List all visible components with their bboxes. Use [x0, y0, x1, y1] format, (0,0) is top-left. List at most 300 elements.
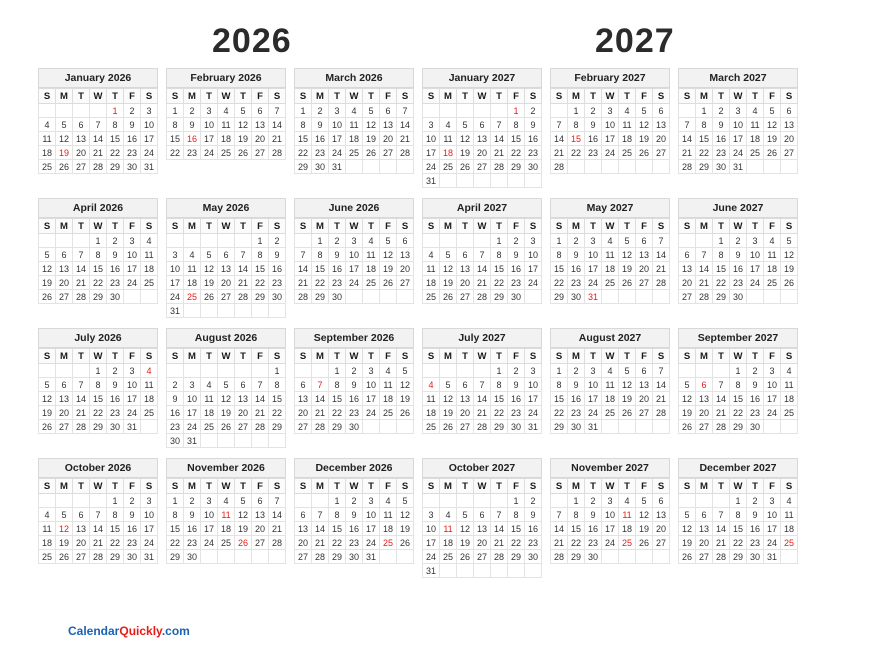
weekday-header-cell: S [141, 349, 158, 364]
day-cell: 14 [551, 132, 568, 146]
day-cell: 12 [619, 378, 636, 392]
month-block [34, 458, 162, 578]
day-cell-holiday: 26 [235, 536, 252, 550]
day-cell: 3 [602, 494, 619, 508]
month-calendar-table [422, 218, 542, 304]
day-cell: 22 [167, 146, 184, 160]
week-row [167, 392, 286, 406]
week-row [295, 522, 414, 536]
day-cell: 11 [764, 248, 781, 262]
day-cell: 5 [235, 104, 252, 118]
day-cell: 9 [508, 248, 525, 262]
day-cell: 6 [781, 104, 798, 118]
day-cell: 12 [636, 508, 653, 522]
week-row [679, 118, 798, 132]
day-cell-empty [235, 304, 252, 318]
day-cell: 10 [764, 508, 781, 522]
day-cell: 25 [141, 276, 158, 290]
weekday-header-row [39, 479, 158, 494]
weekday-header-cell: T [713, 219, 730, 234]
day-cell: 28 [90, 160, 107, 174]
day-cell: 13 [636, 378, 653, 392]
weekday-header-cell: F [764, 349, 781, 364]
day-cell-empty [474, 234, 491, 248]
day-cell: 12 [380, 248, 397, 262]
weekday-header-cell: S [551, 349, 568, 364]
day-cell: 30 [508, 290, 525, 304]
day-cell: 25 [380, 406, 397, 420]
day-cell: 13 [295, 522, 312, 536]
day-cell: 23 [730, 276, 747, 290]
day-cell: 4 [363, 234, 380, 248]
month-block [418, 68, 546, 188]
day-cell: 12 [781, 248, 798, 262]
day-cell: 6 [457, 378, 474, 392]
day-cell: 10 [747, 248, 764, 262]
day-cell: 9 [568, 378, 585, 392]
weekday-header-cell: S [653, 479, 670, 494]
month-title: July 2027 [422, 328, 542, 348]
day-cell: 21 [295, 276, 312, 290]
day-cell: 12 [39, 392, 56, 406]
month-block [162, 458, 290, 578]
weekday-header-cell: S [525, 349, 542, 364]
day-cell: 5 [781, 234, 798, 248]
day-cell: 9 [585, 508, 602, 522]
weekday-header-cell: M [312, 89, 329, 104]
day-cell: 29 [312, 290, 329, 304]
day-cell-holiday: 16 [184, 132, 201, 146]
day-cell: 29 [713, 290, 730, 304]
day-cell: 3 [167, 248, 184, 262]
weekday-header-cell: S [39, 479, 56, 494]
day-cell: 1 [551, 364, 568, 378]
weekday-header-cell: T [363, 349, 380, 364]
day-cell: 13 [696, 392, 713, 406]
day-cell: 26 [636, 146, 653, 160]
month-block [418, 198, 546, 318]
day-cell: 21 [474, 406, 491, 420]
day-cell-empty [679, 234, 696, 248]
day-cell: 29 [730, 420, 747, 434]
week-row [423, 290, 542, 304]
day-cell: 15 [713, 262, 730, 276]
week-row [423, 494, 542, 508]
day-cell: 22 [90, 406, 107, 420]
day-cell: 21 [269, 132, 286, 146]
day-cell: 27 [653, 146, 670, 160]
day-cell: 19 [56, 536, 73, 550]
day-cell: 17 [124, 392, 141, 406]
day-cell: 1 [295, 104, 312, 118]
day-cell: 19 [218, 406, 235, 420]
week-row [551, 160, 670, 174]
day-cell: 25 [747, 146, 764, 160]
month-title: May 2027 [550, 198, 670, 218]
day-cell-empty [764, 290, 781, 304]
month-title: September 2026 [294, 328, 414, 348]
day-cell-empty [39, 494, 56, 508]
day-cell: 26 [397, 406, 414, 420]
day-cell-empty [363, 160, 380, 174]
day-cell: 21 [73, 406, 90, 420]
day-cell: 16 [585, 132, 602, 146]
day-cell: 13 [457, 392, 474, 406]
weekday-header-row [423, 219, 542, 234]
weekday-header-cell: T [457, 89, 474, 104]
week-row [295, 392, 414, 406]
day-cell: 25 [781, 406, 798, 420]
day-cell: 27 [653, 536, 670, 550]
weekday-header-cell: T [747, 349, 764, 364]
day-cell: 8 [295, 118, 312, 132]
weekday-header-cell: T [363, 219, 380, 234]
day-cell-empty [508, 564, 525, 578]
day-cell: 28 [312, 550, 329, 564]
day-cell: 6 [457, 248, 474, 262]
day-cell: 5 [679, 378, 696, 392]
day-cell-empty [39, 104, 56, 118]
month-title: March 2026 [294, 68, 414, 88]
day-cell: 22 [329, 406, 346, 420]
week-row [167, 118, 286, 132]
month-calendar-table [38, 218, 158, 304]
day-cell: 28 [713, 550, 730, 564]
day-cell: 19 [457, 536, 474, 550]
day-cell: 15 [167, 132, 184, 146]
week-row [39, 406, 158, 420]
day-cell: 18 [602, 392, 619, 406]
day-cell: 23 [346, 406, 363, 420]
week-row [423, 174, 542, 188]
day-cell: 16 [107, 392, 124, 406]
day-cell-empty [397, 420, 414, 434]
day-cell: 2 [585, 104, 602, 118]
day-cell: 2 [184, 494, 201, 508]
day-cell: 29 [295, 160, 312, 174]
day-cell-empty [525, 564, 542, 578]
day-cell: 30 [269, 290, 286, 304]
day-cell: 1 [90, 364, 107, 378]
weekday-header-row [679, 349, 798, 364]
day-cell-empty [619, 160, 636, 174]
day-cell: 24 [525, 406, 542, 420]
day-cell: 6 [295, 508, 312, 522]
weekday-header-cell: F [124, 219, 141, 234]
day-cell: 6 [653, 104, 670, 118]
day-cell: 22 [312, 276, 329, 290]
day-cell: 4 [346, 104, 363, 118]
day-cell: 31 [124, 420, 141, 434]
day-cell-empty [713, 494, 730, 508]
day-cell: 23 [346, 536, 363, 550]
day-cell: 26 [636, 536, 653, 550]
day-cell: 8 [508, 508, 525, 522]
day-cell: 3 [363, 494, 380, 508]
day-cell: 20 [696, 406, 713, 420]
day-cell: 1 [568, 494, 585, 508]
day-cell: 12 [440, 392, 457, 406]
week-row [679, 406, 798, 420]
day-cell: 16 [525, 522, 542, 536]
weekday-header-cell: F [124, 349, 141, 364]
day-cell: 29 [107, 550, 124, 564]
week-row [39, 550, 158, 564]
day-cell: 10 [201, 508, 218, 522]
day-cell: 25 [218, 536, 235, 550]
day-cell: 23 [184, 146, 201, 160]
week-row [167, 508, 286, 522]
day-cell: 19 [397, 392, 414, 406]
day-cell: 24 [602, 536, 619, 550]
day-cell: 5 [39, 378, 56, 392]
day-cell: 4 [619, 104, 636, 118]
day-cell: 17 [730, 132, 747, 146]
day-cell: 4 [380, 364, 397, 378]
day-cell: 23 [585, 146, 602, 160]
day-cell: 27 [56, 290, 73, 304]
day-cell: 24 [747, 276, 764, 290]
day-cell: 16 [107, 262, 124, 276]
site-logo[interactable] [68, 624, 190, 638]
month-calendar-table [550, 478, 670, 564]
day-cell: 31 [585, 420, 602, 434]
day-cell: 27 [56, 420, 73, 434]
day-cell: 16 [312, 132, 329, 146]
day-cell-empty [602, 160, 619, 174]
day-cell: 27 [295, 550, 312, 564]
day-cell-holiday: 25 [184, 290, 201, 304]
day-cell: 1 [329, 364, 346, 378]
day-cell: 5 [201, 248, 218, 262]
day-cell: 24 [602, 146, 619, 160]
day-cell: 18 [423, 406, 440, 420]
day-cell: 19 [440, 276, 457, 290]
week-row [551, 378, 670, 392]
day-cell-empty [184, 304, 201, 318]
day-cell: 10 [346, 248, 363, 262]
day-cell: 6 [380, 104, 397, 118]
weekday-header-cell: T [329, 219, 346, 234]
day-cell: 3 [141, 104, 158, 118]
day-cell: 11 [440, 132, 457, 146]
weekday-header-cell: F [764, 219, 781, 234]
day-cell: 29 [90, 420, 107, 434]
day-cell-holiday: 25 [781, 536, 798, 550]
day-cell: 21 [653, 392, 670, 406]
day-cell: 15 [312, 262, 329, 276]
day-cell: 12 [397, 508, 414, 522]
month-block [418, 458, 546, 578]
month-title: April 2027 [422, 198, 542, 218]
day-cell: 29 [269, 420, 286, 434]
day-cell: 11 [39, 132, 56, 146]
day-cell: 2 [568, 234, 585, 248]
day-cell: 11 [141, 248, 158, 262]
weekday-header-cell: T [107, 349, 124, 364]
month-title: December 2027 [678, 458, 798, 478]
day-cell: 11 [423, 262, 440, 276]
day-cell: 26 [56, 160, 73, 174]
week-row [167, 536, 286, 550]
day-cell: 14 [312, 522, 329, 536]
day-cell: 19 [440, 406, 457, 420]
weekday-header-cell: W [218, 219, 235, 234]
weekday-header-cell: T [747, 89, 764, 104]
week-row [39, 146, 158, 160]
day-cell-empty [619, 420, 636, 434]
day-cell: 29 [167, 550, 184, 564]
day-cell-empty [90, 494, 107, 508]
day-cell: 8 [551, 248, 568, 262]
day-cell: 7 [235, 248, 252, 262]
week-row [679, 290, 798, 304]
day-cell: 8 [491, 248, 508, 262]
month-title: March 2027 [678, 68, 798, 88]
day-cell: 5 [636, 104, 653, 118]
month-calendar-table [678, 218, 798, 304]
day-cell-empty [679, 104, 696, 118]
day-cell: 15 [508, 132, 525, 146]
day-cell: 8 [730, 508, 747, 522]
day-cell: 9 [124, 508, 141, 522]
day-cell: 10 [585, 248, 602, 262]
day-cell-empty [380, 290, 397, 304]
day-cell: 24 [525, 276, 542, 290]
day-cell: 19 [619, 262, 636, 276]
day-cell: 16 [568, 262, 585, 276]
day-cell: 21 [269, 522, 286, 536]
day-cell: 17 [525, 392, 542, 406]
day-cell: 13 [457, 262, 474, 276]
day-cell-empty [636, 420, 653, 434]
day-cell: 30 [747, 550, 764, 564]
day-cell: 14 [73, 262, 90, 276]
day-cell-empty [312, 364, 329, 378]
day-cell-empty [201, 550, 218, 564]
day-cell: 4 [218, 494, 235, 508]
day-cell: 7 [653, 234, 670, 248]
weekday-header-cell: S [653, 89, 670, 104]
day-cell: 15 [167, 522, 184, 536]
day-cell-empty [269, 434, 286, 448]
day-cell: 9 [568, 248, 585, 262]
day-cell: 1 [167, 494, 184, 508]
day-cell: 6 [252, 494, 269, 508]
day-cell: 21 [679, 146, 696, 160]
month-calendar-table [294, 218, 414, 304]
day-cell-empty [295, 234, 312, 248]
day-cell-empty [491, 494, 508, 508]
day-cell: 18 [781, 392, 798, 406]
day-cell: 8 [167, 118, 184, 132]
day-cell: 18 [619, 132, 636, 146]
day-cell: 30 [124, 550, 141, 564]
day-cell: 26 [363, 146, 380, 160]
day-cell: 21 [474, 276, 491, 290]
week-row [39, 494, 158, 508]
weekday-header-cell: T [329, 349, 346, 364]
week-row [295, 406, 414, 420]
day-cell: 5 [39, 248, 56, 262]
day-cell: 7 [679, 118, 696, 132]
day-cell: 20 [474, 536, 491, 550]
day-cell: 13 [380, 118, 397, 132]
day-cell: 25 [363, 276, 380, 290]
day-cell: 3 [602, 104, 619, 118]
day-cell-empty [269, 304, 286, 318]
week-row [39, 234, 158, 248]
weekday-header-cell: S [141, 479, 158, 494]
day-cell: 11 [141, 378, 158, 392]
day-cell: 11 [602, 378, 619, 392]
weekday-header-cell: M [568, 89, 585, 104]
week-row [295, 234, 414, 248]
week-row [551, 104, 670, 118]
day-cell: 22 [551, 276, 568, 290]
day-cell: 19 [397, 522, 414, 536]
day-cell: 12 [619, 248, 636, 262]
day-cell: 2 [346, 364, 363, 378]
day-cell: 20 [295, 536, 312, 550]
week-row [423, 378, 542, 392]
weekday-header-cell: T [747, 479, 764, 494]
month-block [546, 328, 674, 448]
day-cell: 9 [167, 392, 184, 406]
day-cell: 18 [39, 146, 56, 160]
month-title: February 2026 [166, 68, 286, 88]
day-cell: 21 [312, 536, 329, 550]
day-cell: 10 [184, 392, 201, 406]
day-cell: 10 [329, 118, 346, 132]
day-cell: 23 [269, 276, 286, 290]
week-row [295, 290, 414, 304]
day-cell: 25 [440, 160, 457, 174]
day-cell: 2 [585, 494, 602, 508]
year-title-left: 2026 [212, 22, 292, 60]
day-cell: 8 [713, 248, 730, 262]
day-cell: 14 [696, 262, 713, 276]
day-cell: 28 [73, 420, 90, 434]
day-cell: 8 [90, 248, 107, 262]
day-cell: 25 [602, 276, 619, 290]
week-row [423, 420, 542, 434]
week-row [167, 406, 286, 420]
day-cell: 22 [167, 536, 184, 550]
week-row [39, 536, 158, 550]
week-row [679, 494, 798, 508]
day-cell: 30 [508, 420, 525, 434]
week-row [295, 378, 414, 392]
day-cell: 6 [653, 494, 670, 508]
day-cell: 2 [107, 234, 124, 248]
day-cell: 3 [329, 104, 346, 118]
weekday-header-cell: S [397, 479, 414, 494]
day-cell: 20 [653, 522, 670, 536]
day-cell: 1 [269, 364, 286, 378]
weekday-header-cell: S [551, 89, 568, 104]
day-cell: 24 [585, 406, 602, 420]
day-cell: 21 [73, 276, 90, 290]
day-cell: 14 [269, 508, 286, 522]
day-cell: 4 [602, 234, 619, 248]
day-cell-empty [457, 104, 474, 118]
weekday-header-cell: S [423, 89, 440, 104]
day-cell: 11 [747, 118, 764, 132]
day-cell: 5 [457, 508, 474, 522]
day-cell: 24 [423, 160, 440, 174]
day-cell-empty [56, 234, 73, 248]
